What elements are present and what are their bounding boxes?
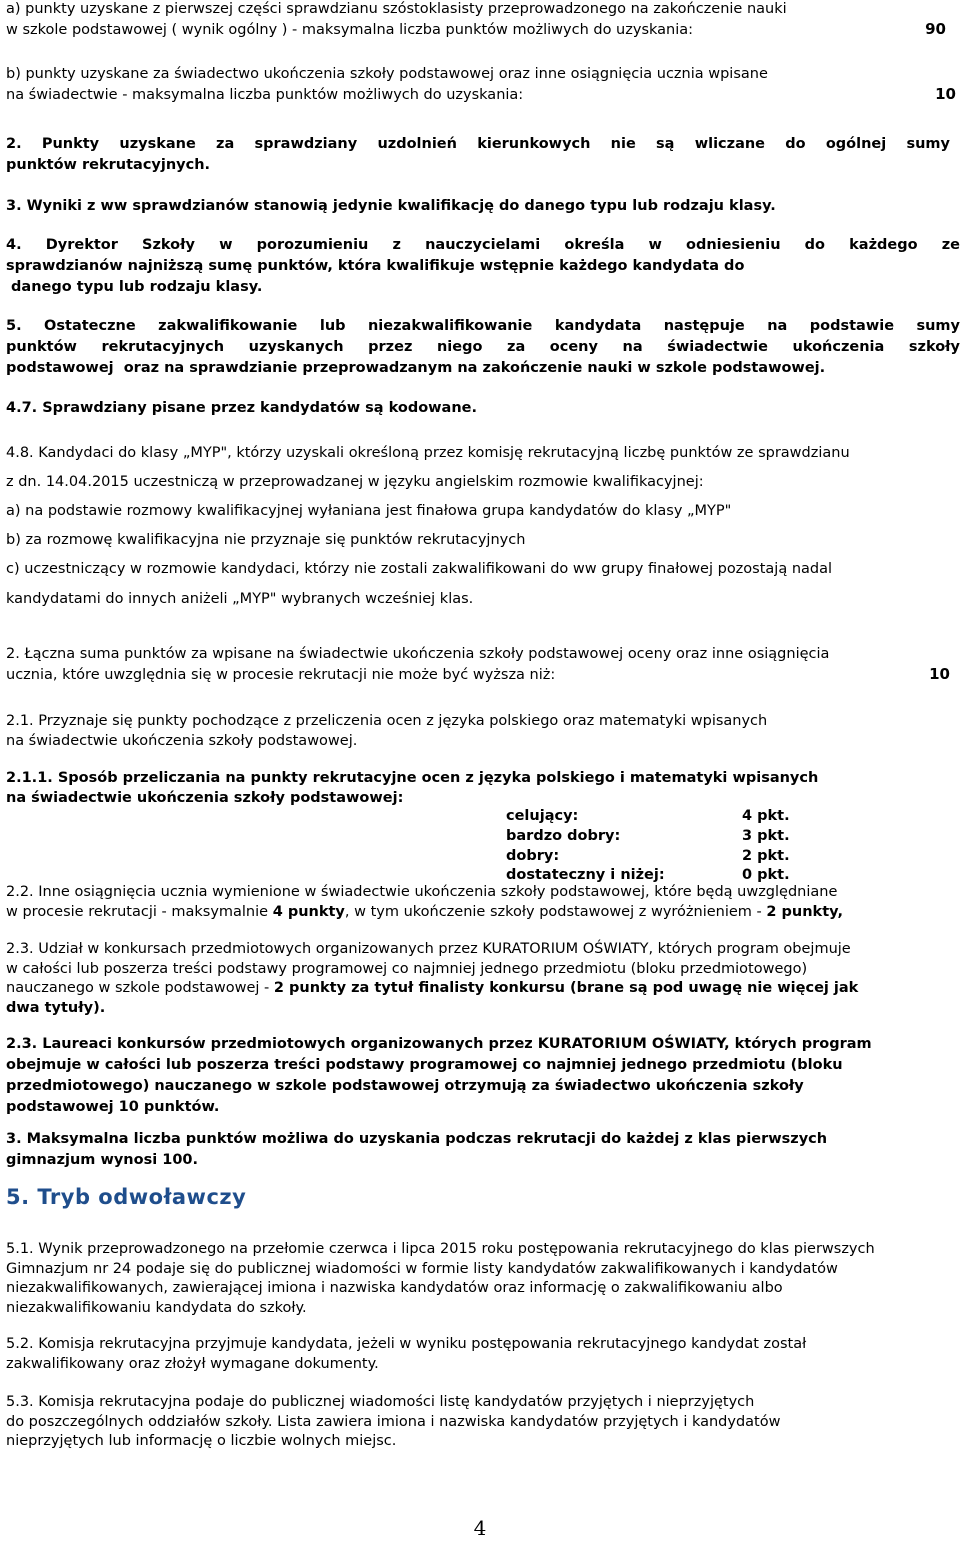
paragraph-4-8-b: b) za rozmowę kwalifikacyjna nie przyznaje się punktów rekrutacyjnych [6, 532, 526, 548]
paragraph-2-1-line1: 2.1. Przyznaje się punkty pochodzące z przeliczenia ocen z języka polskiego oraz matematyki wpisanych [6, 713, 768, 729]
paragraph-2-3a-bold: 2 punkty za tytuł finalisty konkursu (brane są pod uwagę nie więcej jak [273, 980, 859, 996]
paragraph-2-2-text-a: w procesie rekrutacji - maksymalnie [6, 903, 273, 920]
paragraph-2-3a-line4: dwa tytuły). [6, 999, 106, 1016]
paragraph-3 [6, 196, 950, 217]
paragraph-2-3b-line2: obejmuje w całości lub poszerza treści podstawy programowej co najmniej jednego przedmiotu (bloku [6, 1057, 843, 1073]
paragraph-total-line1: 2. Łączna suma punktów za wpisane na świadectwie ukończenia szkoły podstawowej oceny oraz inne osiągnięcia [6, 646, 830, 662]
paragraph-4-8-b-block [6, 531, 950, 551]
paragraph-2-2-line2 [6, 903, 950, 923]
item-a-points: 90 [925, 19, 946, 38]
paragraph-4-8-a: a) na podstawie rozmowy kwalifikacyjnej wyłaniana jest finałowa grupa kandydatów do klasy „MYP" [6, 503, 732, 519]
grade-row [506, 847, 806, 867]
paragraph-2-1-line2: na świadectwie ukończenia szkoły podstawowej. [6, 732, 358, 749]
paragraph-2-1-1-line1: 2.1.1. Sposób przeliczania na punkty rekrutacyjne ocen z języka polskiego i matematyki wpisanych [6, 770, 819, 786]
paragraph-total-points-value: 10 [929, 664, 950, 683]
paragraph-total-line2: ucznia, które uwzględnia się w procesie rekrutacji nie może być wyższa niż: [6, 666, 556, 683]
paragraph-5-1 [6, 1240, 950, 1318]
paragraph-2-2-points-max: 4 punkty [272, 903, 345, 920]
paragraph-4-8-line1: 4.8. Kandydaci do klasy „MYP", którzy uzyskali określoną przez komisję rekrutacyjną liczbę punktów ze sprawdzianu [6, 445, 850, 461]
paragraph-2-2-text-c: , w tym ukończenie szkoły podstawowej z wyróżnieniem - [344, 903, 767, 920]
paragraph-5-1-line4: niezakwalifikowaniu kandydata do szkoły. [6, 1299, 307, 1316]
paragraph-5-line2: punktów rekrutacyjnych uzyskanych przez niego za oceny na świadectwie ukończenia szkoły [6, 339, 960, 355]
paragraph-5-3-line2: do poszczególnych oddziałów szkoły. Lista zawiera imiona i nazwiska kandydatów przyjętych i kandydatów [6, 1413, 781, 1430]
paragraph-2-1-1-line2: na świadectwie ukończenia szkoły podstawowej: [6, 789, 404, 806]
item-b-line2: na świadectwie - maksymalna liczba punktów możliwych do uzyskania: [6, 86, 524, 103]
paragraph-2-2 [6, 883, 950, 922]
paragraph-5-line1: 5. Ostateczne zakwalifikowanie lub niezakwalifikowanie kandydata następuje na podstawie sumy [6, 318, 960, 334]
paragraph-5-3-line3: nieprzyjętych lub informację o liczbie wolnych miejsc. [6, 1433, 397, 1449]
grade-row [506, 827, 806, 847]
paragraph-2-3a-line2: w całości lub poszerza treści podstawy programowej co najmniej jednego przedmiotu (bloku przedmiotowego) [6, 960, 808, 977]
paragraph-5-2-line2: zakwalifikowany oraz złożył wymagane dokumenty. [6, 1355, 379, 1372]
paragraph-2-3-finalists [6, 940, 950, 1018]
grade-points: 3 pkt. [742, 827, 790, 844]
paragraph-2-2-line1: 2.2. Inne osiągnięcia ucznia wymienione w świadectwie ukończenia szkoły podstawowej, które będą uwzględniane [6, 884, 838, 900]
paragraph-4-line3: danego typu lub rodzaju klasy. [6, 279, 263, 295]
paragraph-4-8-c-block [6, 560, 950, 580]
section-heading-appeal: 5. Tryb odwoławczy [6, 1185, 247, 1209]
paragraph-4-8-c-line1: c) uczestniczący w rozmowie kandydaci, którzy nie zostali zakwalifikowani do ww grupy finałowej pozostają nadal [6, 561, 833, 577]
grade-points: 0 pkt. [742, 867, 790, 884]
paragraph-2-3a-text: nauczanego w szkole podstawowej - [6, 980, 274, 996]
item-a-line2: w szkole podstawowej ( wynik ogólny ) - maksymalna liczba punktów możliwych do uzyskania: [6, 21, 694, 38]
paragraph-5-2-line1: 5.2. Komisja rekrutacyjna przyjmuje kandydata, jeżeli w wyniku postępowania rekrutacyjnego kandydat został [6, 1336, 807, 1352]
paragraph-4-line2: sprawdzianów najniższą sumę punktów, która kwalifikuje wstępnie każdego kandydata do [6, 258, 745, 274]
grade-name: dostateczny i niżej: [506, 867, 665, 884]
paragraph-2 [6, 134, 950, 176]
points-section-ab [6, 0, 950, 40]
paragraph-4 [6, 235, 960, 298]
paragraph-3-text: 3. Wyniki z ww sprawdzianów stanowią jedynie kwalifikację do danego typu lub rodzaju klasy. [6, 198, 776, 214]
paragraph-2-1-1 [6, 769, 950, 808]
paragraph-2-line2: punktów rekrutacyjnych. [6, 157, 211, 173]
points-section-b [6, 65, 956, 105]
page-number: 4 [473, 1516, 487, 1540]
paragraph-2-3a-line1: 2.3. Udział w konkursach przedmiotowych organizowanych przez KURATORIUM OŚWIATY, których program obejmuje [6, 941, 851, 957]
paragraph-5-3 [6, 1393, 950, 1452]
paragraph-3-max [6, 1129, 950, 1171]
paragraph-2-1 [6, 712, 950, 751]
paragraph-total-points [6, 645, 950, 685]
paragraph-5-1-line3: niezakwalifikowanych, zawierającej imiona i nazwiska kandydatów oraz informację o zakwalifikowaniu albo [6, 1280, 783, 1296]
paragraph-4-8-c-line2: kandydatami do innych aniżeli „MYP" wybranych wcześniej klas. [6, 591, 474, 607]
paragraph-5-3-line1: 5.3. Komisja rekrutacyjna podaje do publicznej wiadomości listę kandydatów przyjętych i nieprzyjętych [6, 1394, 755, 1410]
grade-row [506, 807, 806, 827]
paragraph-4-8-cont [6, 473, 950, 493]
paragraph-2-3a-line3 [6, 979, 950, 999]
grade-points: 2 pkt. [742, 847, 790, 864]
paragraph-4-8-a-block [6, 502, 950, 522]
paragraph-2-line1: 2. Punkty uzyskane za sprawdziany uzdolnień kierunkowych nie są wliczane do ogólnej sumy [6, 136, 950, 152]
paragraph-4-8-c-cont [6, 590, 950, 610]
paragraph-4-8-line2: z dn. 14.04.2015 uczestniczą w przeprowadzanej w języku angielskim rozmowie kwalifikacyjnej: [6, 474, 704, 490]
item-a-line1: a) punkty uzyskane z pierwszej części sprawdzianu szóstoklasisty przeprowadzonego na zakończenie nauki [6, 1, 787, 17]
grade-conversion-table [506, 807, 806, 886]
item-b-line1: b) punkty uzyskane za świadectwo ukończenia szkoły podstawowej oraz inne osiągnięcia ucznia wpisane [6, 66, 768, 82]
paragraph-3-max-line1: 3. Maksymalna liczba punktów możliwa do uzyskania podczas rekrutacji do każdej z klas pierwszych [6, 1131, 828, 1147]
grade-points: 4 pkt. [742, 808, 790, 824]
paragraph-5-line3: podstawowej oraz na sprawdzianie przeprowadzanym na zakończenie nauki w szkole podstawowej. [6, 360, 826, 376]
paragraph-2-3-laureates [6, 1034, 950, 1118]
paragraph-5-1-line1: 5.1. Wynik przeprowadzonego na przełomie czerwca i lipca 2015 roku postępowania rekrutacyjnego do klas pierwszych [6, 1241, 875, 1257]
paragraph-2-2-points-honors: 2 punkty, [766, 903, 843, 920]
paragraph-4-7-text: 4.7. Sprawdziany pisane przez kandydatów są kodowane. [6, 400, 478, 416]
paragraph-5-1-line2: Gimnazjum nr 24 podaje się do publicznej wiadomości w formie listy kandydatów zakwalifikowanych i kandydatów [6, 1260, 838, 1277]
paragraph-5 [6, 316, 960, 379]
grade-name: bardzo dobry: [506, 827, 621, 844]
paragraph-4-line1: 4. Dyrektor Szkoły w porozumieniu z nauczycielami określa w odniesieniu do każdego ze [6, 237, 960, 253]
paragraph-2-3b-line3: przedmiotowego) nauczanego w szkole podstawowej otrzymują za świadectwo ukończenia szkoły [6, 1078, 804, 1094]
paragraph-4-8 [6, 444, 950, 464]
paragraph-4-7 [6, 398, 950, 419]
grade-name: dobry: [506, 847, 560, 864]
paragraph-3-max-line2: gimnazjum wynosi 100. [6, 1152, 199, 1168]
paragraph-2-3b-line1: 2.3. Laureaci konkursów przedmiotowych organizowanych przez KURATORIUM OŚWIATY, których program [6, 1036, 872, 1052]
paragraph-5-2 [6, 1335, 950, 1374]
grade-name: celujący: [506, 808, 579, 824]
paragraph-2-3b-line4: podstawowej 10 punktów. [6, 1099, 220, 1115]
item-b-points: 10 [935, 84, 956, 103]
